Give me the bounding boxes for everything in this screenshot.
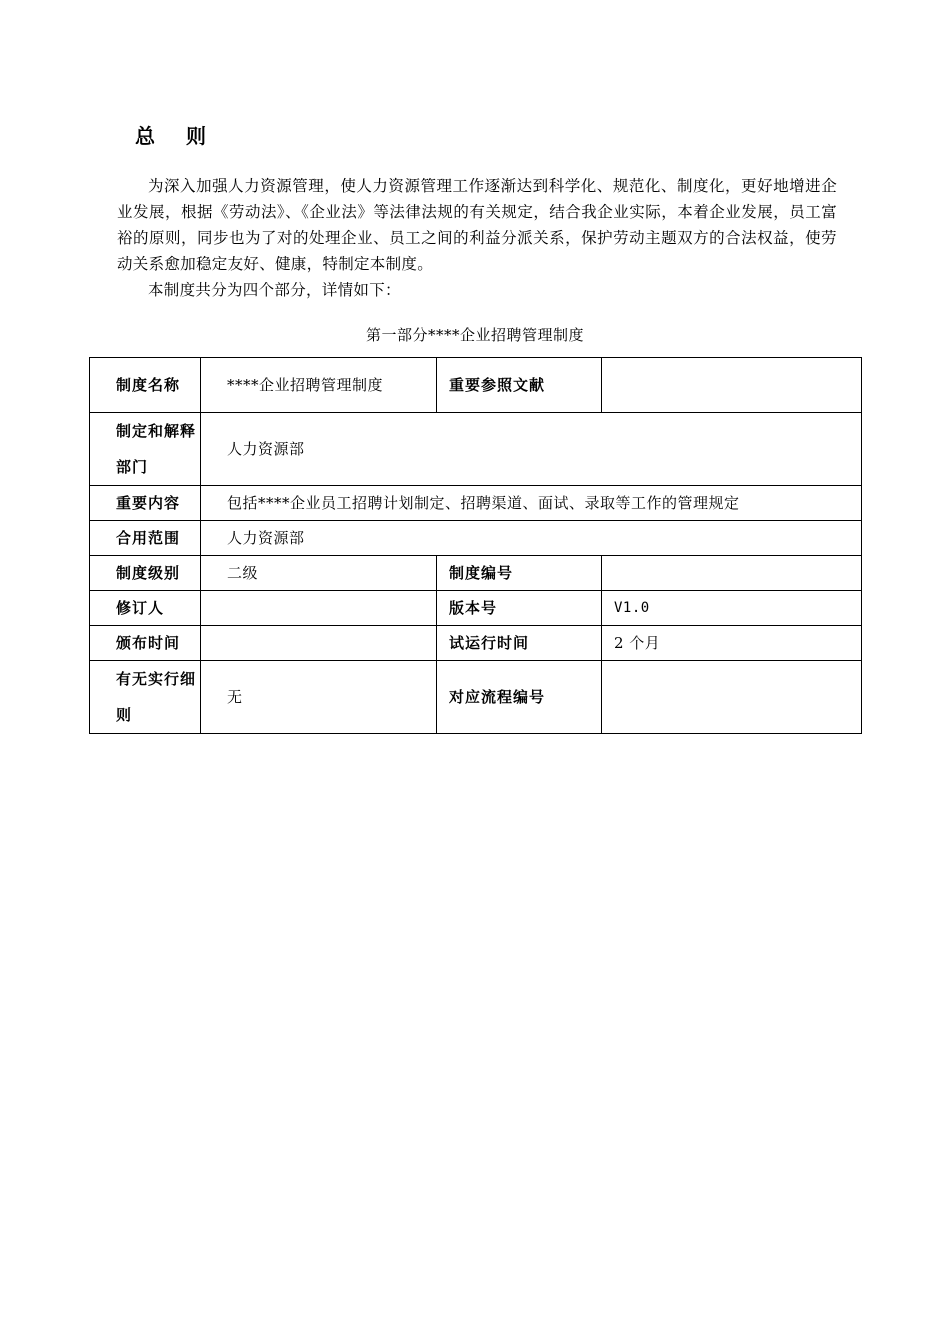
reviser-label: 修订人 [90, 591, 201, 626]
intro-paragraph-2: 本制度共分为四个部分，详情如下： [148, 281, 401, 299]
table-row [90, 358, 862, 413]
table-row [90, 486, 862, 521]
table-row [90, 626, 862, 661]
rules-value: 无 [201, 661, 437, 734]
trial-period-value: 2 个月 [602, 626, 862, 661]
version-label: 版本号 [437, 591, 602, 626]
version-value: V1.0 [602, 591, 862, 626]
reference-value [602, 358, 862, 413]
table-row [90, 556, 862, 591]
department-label: 制定和解释部门 [90, 413, 201, 486]
intro-text [117, 173, 837, 303]
flow-code-value [602, 661, 862, 734]
intro-paragraph-1: 为深入加强人力资源管理，使人力资源管理工作逐渐达到科学化、规范化、制度化，更好地增进企业发展，根据《劳动法》、《企业法》等法律法规的有关规定，结合我企业实际，本着企业发展，员工富裕的原则，同步也为了对的处理企业、员工之间的利益分派关系，保护劳动主题双方的合法权益，使劳动关系愈加稳定友好、健康，特制定本制度。 [117, 177, 837, 273]
flow-code-label: 对应流程编号 [437, 661, 602, 734]
code-label: 制度编号 [437, 556, 602, 591]
content-label: 重要内容 [90, 486, 201, 521]
table-caption: 第一部分****企业招聘管理制度 [365, 326, 584, 344]
content-value: 包括****企业员工招聘计划制定、招聘渠道、面试、录取等工作的管理规定 [201, 486, 862, 521]
reviser-value [201, 591, 437, 626]
scope-label: 合用范围 [90, 521, 201, 556]
trial-period-label: 试运行时间 [437, 626, 602, 661]
policy-info-table [89, 357, 862, 734]
table-row [90, 591, 862, 626]
table-row [90, 413, 862, 486]
reference-label: 重要参照文献 [437, 358, 602, 413]
policy-name-value: ****企业招聘管理制度 [201, 358, 437, 413]
section-heading: 总 则 [135, 124, 218, 148]
publish-time-label: 颁布时间 [90, 626, 201, 661]
table-row [90, 661, 862, 734]
publish-time-value [201, 626, 437, 661]
code-value [602, 556, 862, 591]
level-value: 二级 [201, 556, 437, 591]
department-value: 人力资源部 [201, 413, 862, 486]
scope-value: 人力资源部 [201, 521, 862, 556]
level-label: 制度级别 [90, 556, 201, 591]
table-row [90, 521, 862, 556]
policy-name-label: 制度名称 [90, 358, 201, 413]
rules-label: 有无实行细则 [90, 661, 201, 734]
